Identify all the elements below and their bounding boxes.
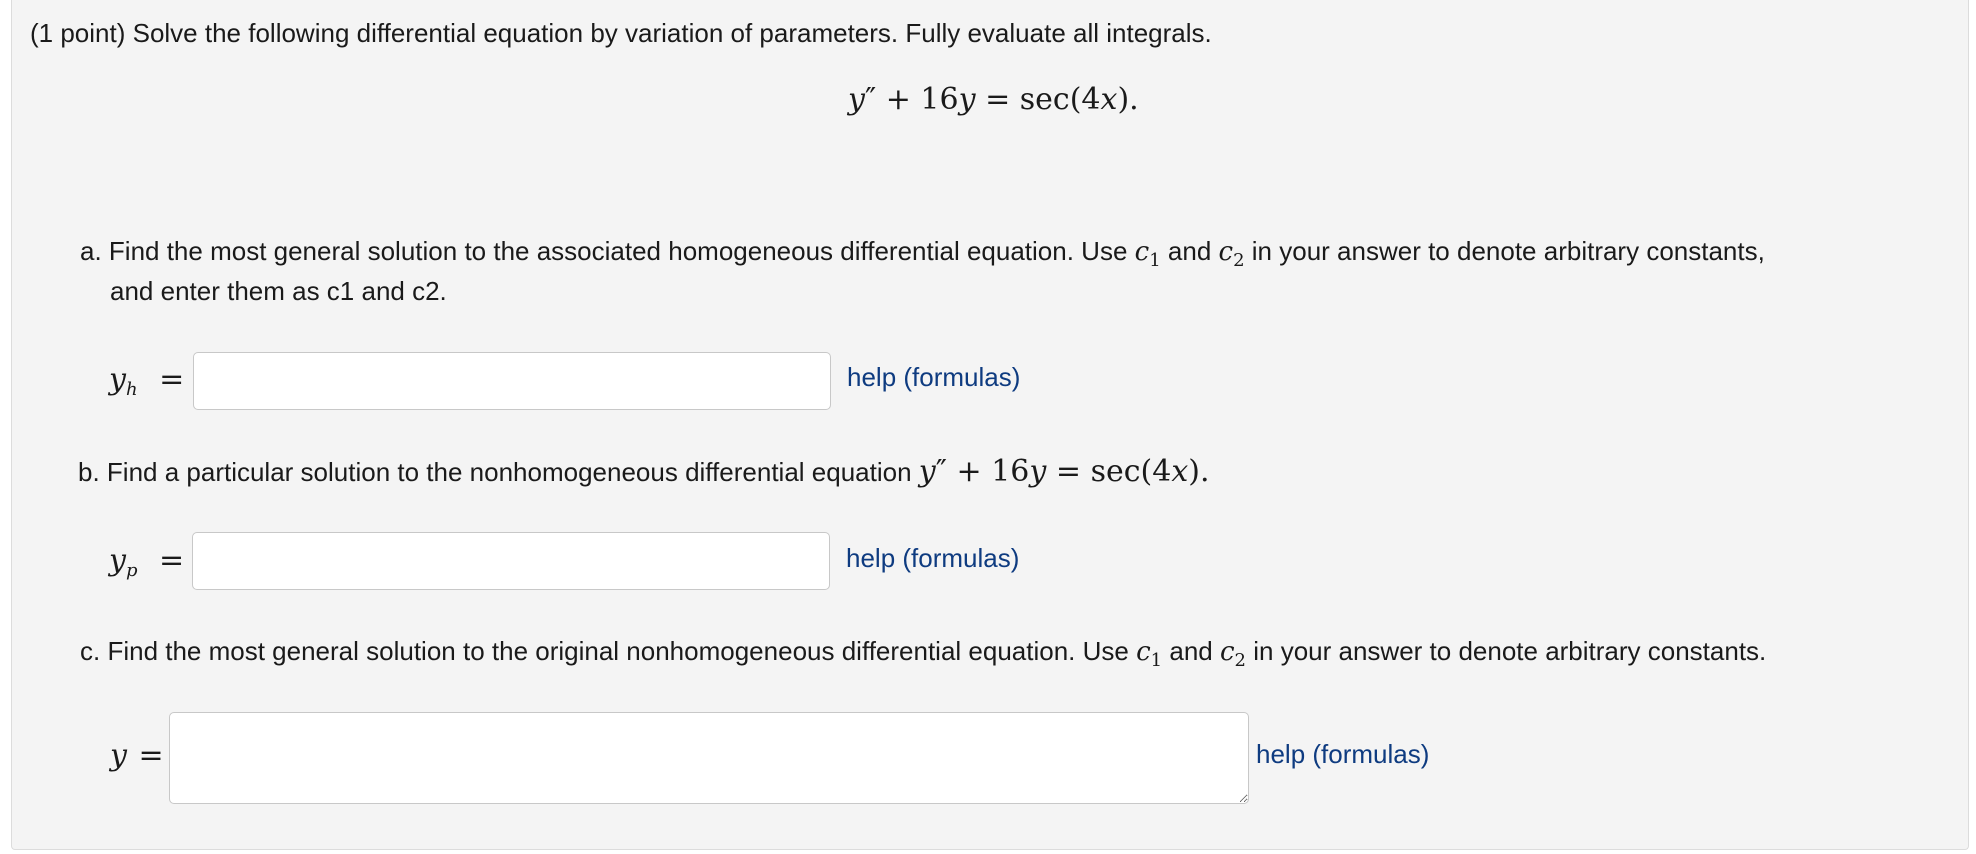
- eq-y2: y: [958, 82, 976, 117]
- problem-panel: [11, 0, 1969, 850]
- eq-plus: +: [885, 82, 911, 117]
- part-a-c1: $c_1$: [1134, 237, 1161, 271]
- part-a-text3: and enter them as c1 and c2.: [110, 276, 447, 306]
- eq-equals: =: [985, 82, 1011, 117]
- y-help-link[interactable]: help (formulas): [1256, 739, 1430, 769]
- yp-input[interactable]: [192, 532, 830, 590]
- eq-y: y: [848, 82, 865, 117]
- part-c-text1: c. Find the most general solution to the original nonhomogeneous differential equation. Use: [80, 636, 1129, 666]
- part-c-c2: $c_2$: [1219, 637, 1246, 671]
- eq-close: ).: [1117, 82, 1139, 117]
- yp-help-link[interactable]: help (formulas): [846, 543, 1020, 573]
- part-a-and: and: [1167, 236, 1212, 266]
- yp-label: $y_p$ =: [109, 543, 185, 581]
- part-a-c2: $c_2$: [1218, 237, 1245, 271]
- eq-x: x: [1100, 82, 1118, 117]
- part-c-prompt: [80, 632, 1960, 680]
- part-c-and: and: [1169, 636, 1213, 666]
- part-b-text1: b. Find a particular solution to the nonhomogeneous differential equation: [78, 457, 912, 487]
- part-a-text2: in your answer to denote arbitrary constants,: [1251, 236, 1765, 266]
- part-a-text1: a. Find the most general solution to the associated homogeneous differential equation. Use: [80, 236, 1128, 266]
- eq-coef: 16: [920, 82, 959, 117]
- yh-help-link[interactable]: help (formulas): [847, 362, 1021, 392]
- yh-input[interactable]: [193, 352, 831, 410]
- part-c-c1: $c_1$: [1136, 637, 1163, 671]
- part-b-prompt: [78, 452, 1209, 492]
- eq-prime: ″: [864, 82, 877, 117]
- y-label: y =: [110, 738, 164, 773]
- problem-intro: (1 point) Solve the following differential equation by variation of parameters. Fully evaluate all integrals.: [30, 18, 1212, 48]
- yh-label: $y_h$ =: [109, 362, 185, 400]
- part-b-equation: y″ + 16y = sec(4x).: [918, 454, 1210, 489]
- y-general-input[interactable]: [169, 712, 1249, 804]
- main-equation: [848, 82, 1139, 117]
- eq-func: sec(4: [1019, 82, 1101, 117]
- part-c-text2: in your answer to denote arbitrary constants.: [1253, 636, 1767, 666]
